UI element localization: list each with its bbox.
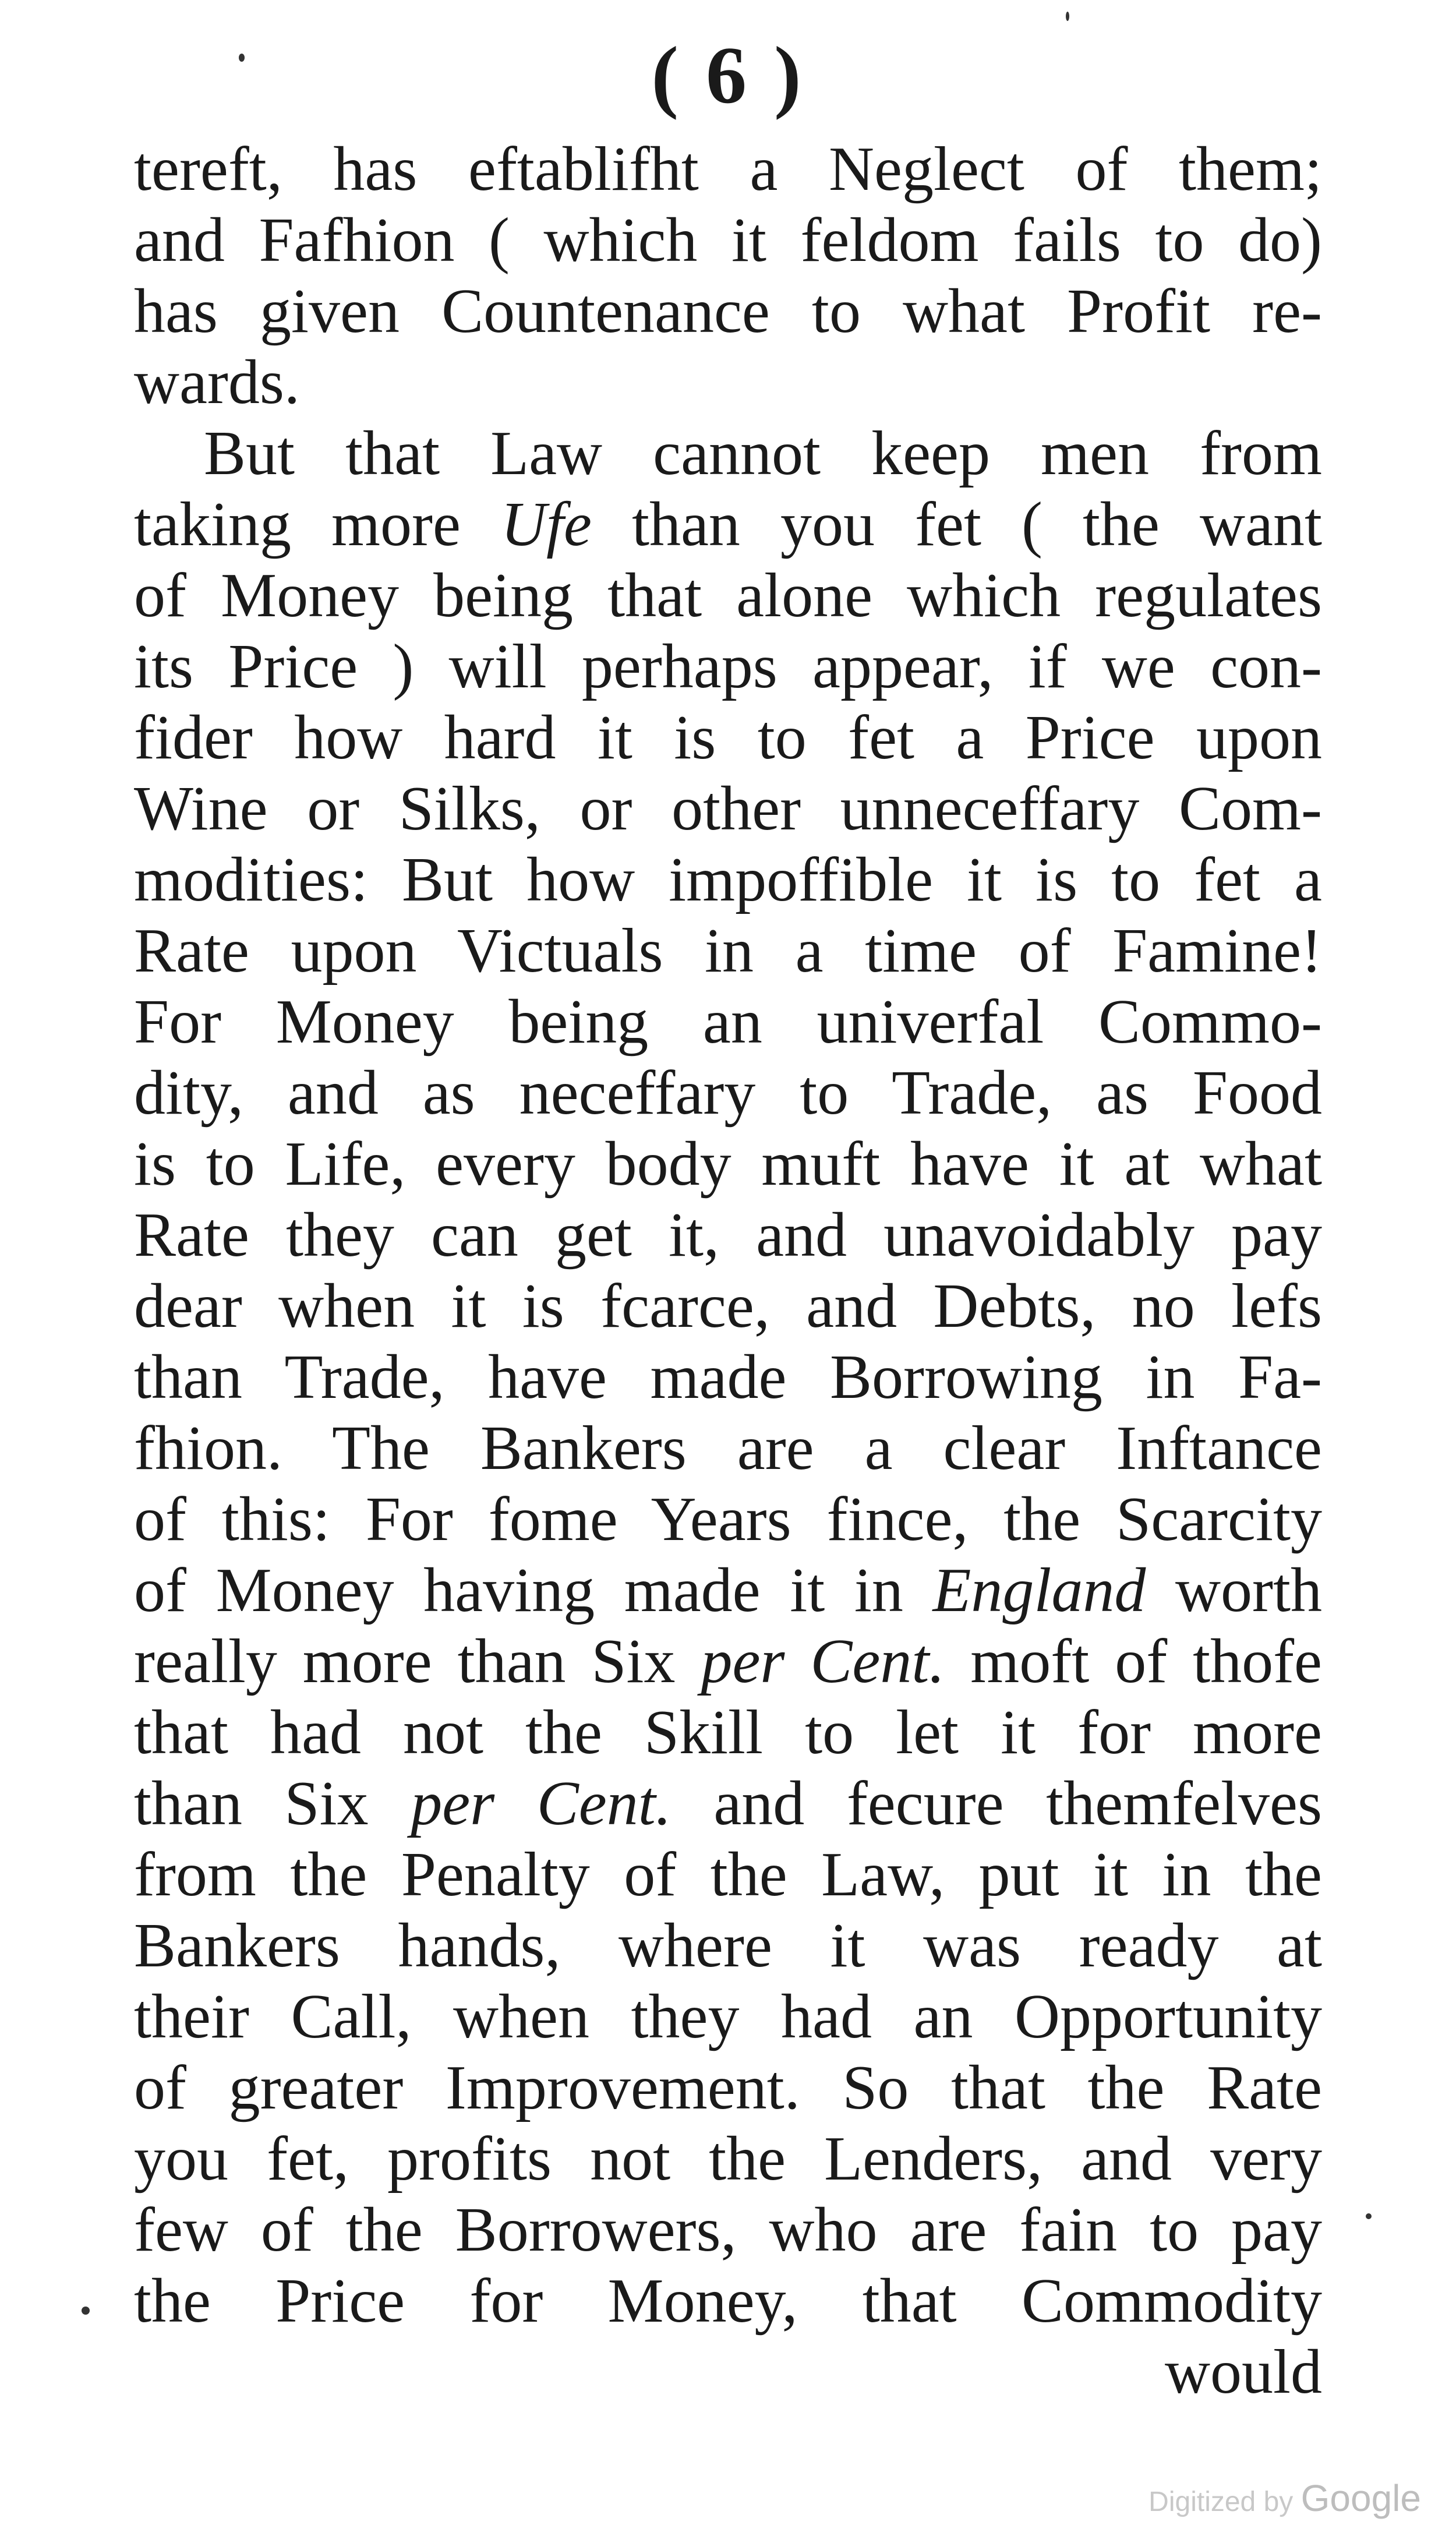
text-line (134, 1626, 1322, 1697)
italic-text: per Cent. (701, 1627, 945, 1696)
line-text: its Price ) will perhaps appear, if we con- (134, 632, 1322, 701)
text-line (134, 134, 1322, 205)
text-line (134, 1697, 1322, 1768)
line-text: fhion. The Bankers are a clear Inftance (134, 1414, 1322, 1483)
line-text: worth (1146, 1556, 1322, 1625)
text-line (134, 1484, 1322, 1555)
text-line (134, 987, 1322, 1058)
line-text: tereft, has eftablifht a Neglect of them; (134, 135, 1322, 204)
page-number: ( 6 ) (651, 30, 805, 121)
text-line (134, 1555, 1322, 1626)
text-line (134, 205, 1322, 276)
text-line (134, 560, 1322, 631)
ink-speck (239, 54, 245, 62)
text-line (134, 1129, 1322, 1200)
text-line (134, 2337, 1322, 2408)
line-text: that had not the Skill to let it for more (134, 1698, 1322, 1767)
text-line (134, 489, 1322, 560)
digitized-watermark (1148, 2477, 1421, 2520)
line-text: Rate they can get it, and unavoidably pay (134, 1200, 1322, 1270)
line-text: Bankers hands, where it was ready at (134, 1911, 1322, 1980)
text-line (134, 1058, 1322, 1129)
text-line (134, 1200, 1322, 1271)
text-line (134, 1982, 1322, 2053)
italic-text: per Cent. (411, 1769, 672, 1838)
text-line (134, 2124, 1322, 2195)
text-line (134, 1413, 1322, 1484)
text-line (134, 916, 1322, 987)
ink-speck (1366, 2213, 1372, 2219)
italic-text: Ufe (500, 490, 592, 559)
line-text: than Trade, have made Borrowing in Fa- (134, 1343, 1322, 1412)
line-text: and fecure themfelves (671, 1769, 1322, 1838)
line-text: from the Penalty of the Law, put it in the (134, 1840, 1322, 1909)
watermark-prefix: Digitized by (1148, 2487, 1301, 2517)
line-text: has given Countenance to what Profit re- (134, 277, 1322, 346)
text-line (134, 2195, 1322, 2266)
line-text: of this: For fome Years fince, the Scarcity (134, 1485, 1322, 1554)
text-line (134, 1271, 1322, 1342)
ink-speck (82, 2307, 90, 2315)
text-line (134, 1342, 1322, 1413)
text-line (134, 1839, 1322, 1910)
line-text: than Six (134, 1769, 411, 1838)
text-line (134, 347, 1322, 418)
text-line (134, 774, 1322, 845)
watermark-brand: Google (1300, 2477, 1421, 2519)
ink-speck (1066, 12, 1069, 21)
line-text: than you fet ( the want (591, 490, 1322, 559)
text-line (134, 1910, 1322, 1982)
line-text: would (1165, 2337, 1322, 2407)
line-text: you fet, profits not the Lenders, and very (134, 2124, 1322, 2194)
line-text: moft of thofe (945, 1627, 1322, 1696)
text-line (134, 702, 1322, 774)
line-text: is to Life, every body muft have it at what (134, 1129, 1322, 1199)
line-text: taking more (134, 490, 501, 559)
line-text: modities: But how impoffible it is to fet a (134, 845, 1322, 914)
line-text: and Fafhion ( which it feldom fails to do) (134, 206, 1322, 275)
line-text: But that Law cannot keep men from (204, 419, 1322, 488)
italic-text: England (932, 1556, 1146, 1625)
line-text: few of the Borrowers, who are fain to pay (134, 2195, 1322, 2265)
text-line (134, 1768, 1322, 1839)
line-text: For Money being an univerfal Commo- (134, 987, 1322, 1057)
text-line (134, 276, 1322, 347)
line-text: Rate upon Victuals in a time of Famine! (134, 916, 1322, 986)
line-text: really more than Six (134, 1627, 701, 1696)
text-line (134, 845, 1322, 916)
text-line (134, 2266, 1322, 2337)
line-text: of Money being that alone which regulates (134, 561, 1322, 630)
line-text: of Money having made it in (134, 1556, 933, 1625)
line-text: wards. (134, 348, 300, 417)
line-text: dity, and as neceffary to Trade, as Food (134, 1058, 1322, 1128)
line-text: of greater Improvement. So that the Rate (134, 2053, 1322, 2122)
line-text: their Call, when they had an Opportunity (134, 1982, 1322, 2051)
line-text: dear when it is fcarce, and Debts, no lefs (134, 1272, 1322, 1341)
line-text: Wine or Silks, or other unneceffary Com- (134, 774, 1322, 843)
line-text: the Price for Money, that Commodity (134, 2266, 1322, 2336)
line-text: fider how hard it is to fet a Price upon (134, 703, 1322, 772)
text-line (134, 631, 1322, 702)
text-line (134, 418, 1322, 489)
text-line (134, 2053, 1322, 2124)
